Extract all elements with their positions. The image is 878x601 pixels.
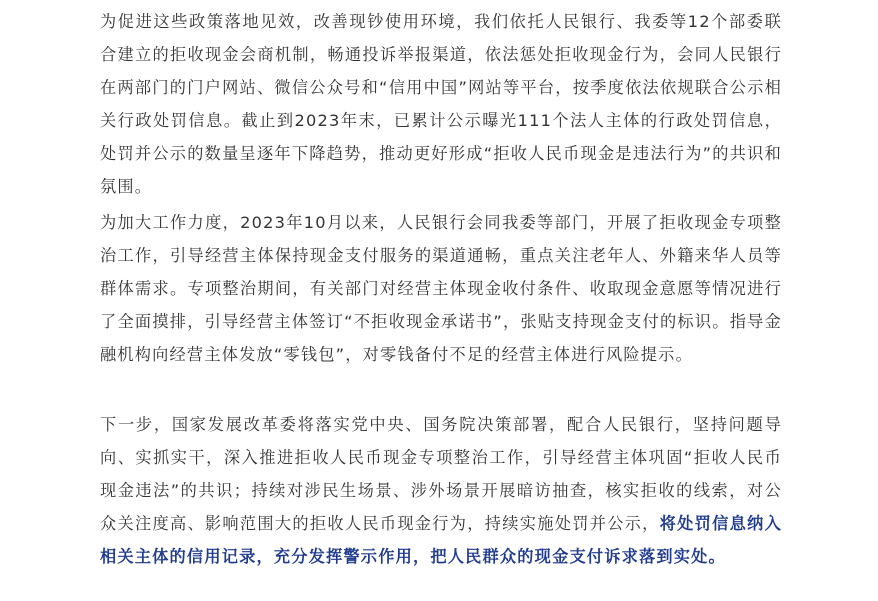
paragraph-2-text: 为加大工作力度，2023年10月以来，人民银行会同我委等部门，开展了拒收现金专项整治工作，引导经营主体保持现金支付服务的渠道通畅，重点关注老年人、外籍来华人员等群体需求。专项整治期间，有关部门对经营主体现金收付条件、收取现金意愿等情况进行了全面摸排，引导经营主体签订“不拒收现金承诺书”，张贴支持现金支付的标识。指导金融机构向经营主体发放“零钱包”，对零钱备付不足的经营主体进行风险提示。 xyxy=(100,213,782,364)
paragraph-1 xyxy=(100,5,782,203)
paragraph-1-text: 为促进这些政策落地见效，改善现钞使用环境，我们依托人民银行、我委等12个部委联合建立的拒收现金会商机制，畅通投诉举报渠道，依法惩处拒收现金行为，会同人民银行在两部门的门户网站、微信公众号和“信用中国”网站等平台，按季度依法依规联合公示相关行政处罚信息。截止到2023年末，已累计公示曝光111个法人主体的行政处罚信息，处罚并公示的数量呈逐年下降趋势，推动更好形成“拒收人民币现金是违法行为”的共识和氛围。 xyxy=(100,12,782,196)
paragraph-2 xyxy=(100,206,782,371)
paragraph-3-highlight: 将处罚信息纳入相关主体的信用记录，充分发挥警示作用，把人民群众的现金支付诉求落到实处。 xyxy=(100,514,782,566)
paragraph-3 xyxy=(100,408,782,573)
paragraph-3-text: 下一步，国家发展改革委将落实党中央、国务院决策部署，配合人民银行，坚持问题导向、实抓实干，深入推进拒收人民币现金专项整治工作，引导经营主体巩固“拒收人民币现金违法”的共识；持续对涉民生场景、涉外场景开展暗访抽查，核实拒收的线索，对公众关注度高、影响范围大的拒收人民币现金行为，持续实施处罚并公示， xyxy=(100,415,782,533)
